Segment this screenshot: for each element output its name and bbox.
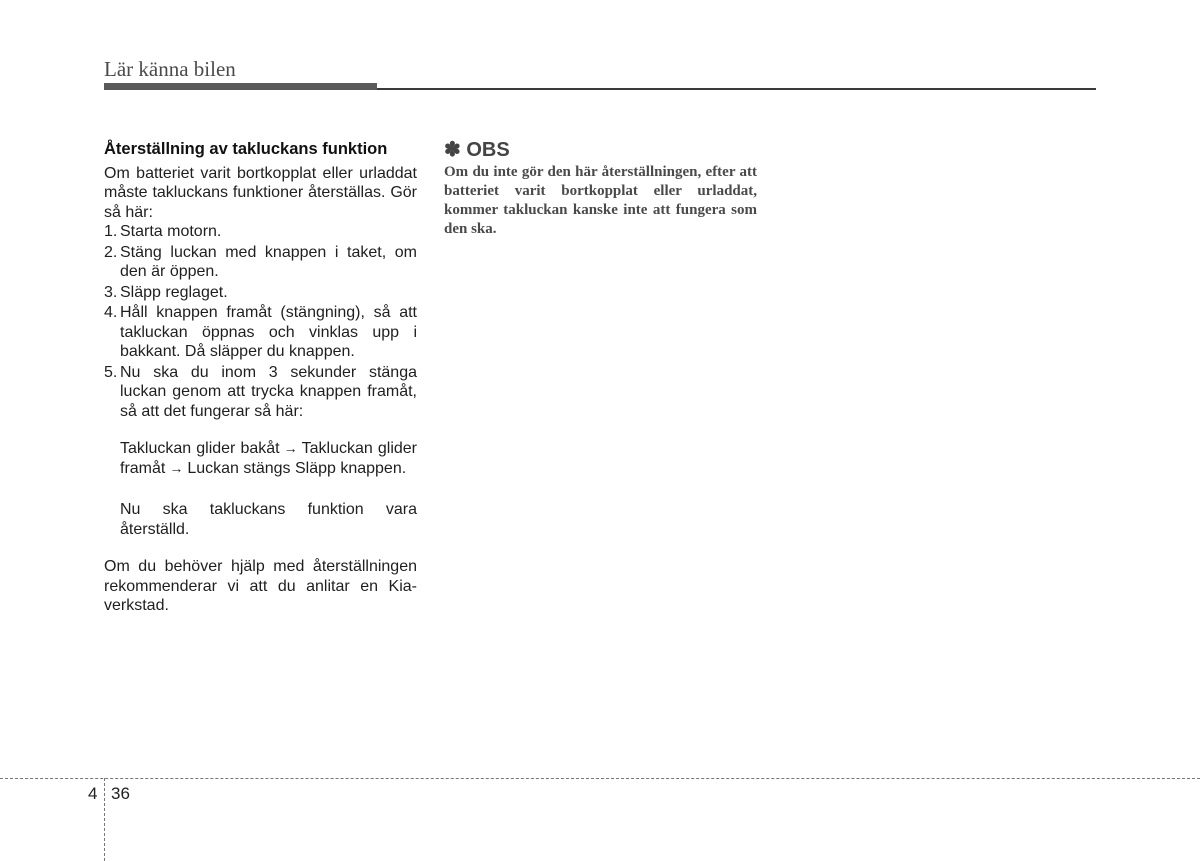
step-number: 5. bbox=[104, 363, 118, 381]
sequence-step-3: Luckan stängs Släpp knappen. bbox=[187, 459, 407, 477]
closing-paragraph: Om du behöver hjälp med återställningen rekommenderar vi att du anlitar en Kia-verkstad. bbox=[104, 558, 417, 614]
step-number: 3. bbox=[104, 283, 118, 301]
chapter-number: 4 bbox=[88, 784, 98, 803]
list-item bbox=[104, 222, 417, 242]
note-heading: ✽ OBS bbox=[444, 139, 510, 161]
section-heading: Återställning av takluckans funktion bbox=[104, 140, 388, 158]
step-text: Håll knappen framåt (stängning), så att takluckan öppnas och vinklas upp i bakkant. Då släpper du knappen. bbox=[120, 304, 417, 360]
step-number: 1. bbox=[104, 223, 118, 240]
list-item bbox=[104, 243, 417, 282]
footer-vertical-divider bbox=[104, 778, 105, 861]
step-number: 2. bbox=[104, 243, 118, 261]
arrow-right-icon: → bbox=[283, 440, 298, 456]
note-body: Om du inte gör den här återställningen, efter att batteriet varit bortkopplat eller urladdat, kommer takluckan kanske inte att fungera som den ska. bbox=[444, 164, 757, 237]
left-column bbox=[104, 140, 417, 632]
step-text: Släpp reglaget. bbox=[120, 283, 228, 301]
note-box bbox=[444, 139, 757, 239]
list-item bbox=[104, 283, 417, 303]
header-rule-thin bbox=[377, 88, 1096, 90]
restored-paragraph: Nu ska takluckans funktion vara återställd. bbox=[120, 501, 417, 538]
footer-divider bbox=[0, 778, 1200, 779]
step-text: Nu ska du inom 3 sekunder stänga luckan genom att trycka knappen framåt, så att det fungerar så här: bbox=[120, 363, 417, 420]
arrow-right-icon: → bbox=[169, 459, 184, 476]
step-text: Stäng luckan med knappen i taket, om den är öppen. bbox=[120, 243, 417, 280]
sequence-paragraph bbox=[120, 439, 417, 478]
list-item bbox=[104, 363, 417, 422]
step-number: 4. bbox=[104, 304, 118, 321]
step-text: Starta motorn. bbox=[120, 223, 222, 240]
list-item bbox=[104, 303, 417, 362]
steps-list bbox=[104, 222, 417, 421]
section-header-title: Lär känna bilen bbox=[104, 57, 236, 81]
header-rule-thick bbox=[104, 83, 377, 90]
sequence-step-2: Takluckan glider framåt bbox=[120, 440, 418, 477]
intro-paragraph: Om batteriet varit bortkopplat eller urladdat måste takluckans funktioner återställas. Gör så här: bbox=[104, 164, 417, 221]
sequence-step-1: Takluckan glider bakåt bbox=[120, 440, 280, 457]
page-number: 36 bbox=[111, 784, 130, 803]
